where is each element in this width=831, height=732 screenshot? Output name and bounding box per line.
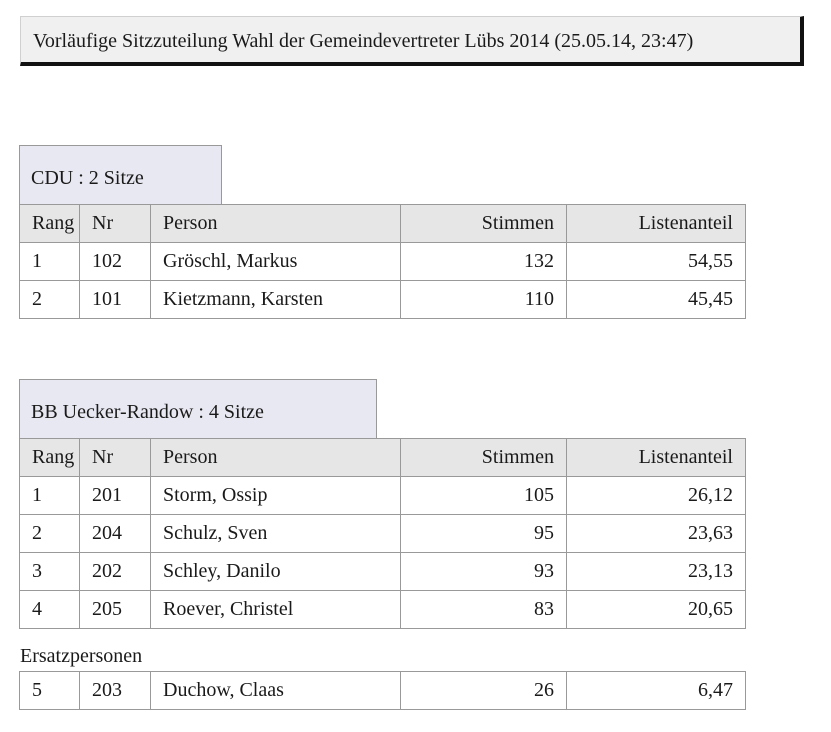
cell-stimmen: 83 bbox=[401, 591, 567, 629]
cell-person: Schulz, Sven bbox=[151, 515, 401, 553]
cell-person: Storm, Ossip bbox=[151, 477, 401, 515]
cell-person: Duchow, Claas bbox=[151, 672, 401, 710]
cell-nr: 204 bbox=[80, 515, 151, 553]
party-label-cdu: CDU : 2 Sitze bbox=[19, 145, 222, 205]
cell-nr: 102 bbox=[80, 243, 151, 281]
col-header-rang: Rang bbox=[20, 439, 80, 477]
page-title: Vorläufige Sitzzuteilung Wahl der Gemeindevertreter Lübs 2014 (25.05.14, 23:47) bbox=[20, 16, 804, 66]
cell-rang: 2 bbox=[20, 515, 80, 553]
cell-nr: 101 bbox=[80, 281, 151, 319]
col-header-stimmen: Stimmen bbox=[401, 439, 567, 477]
cell-nr: 203 bbox=[80, 672, 151, 710]
table-row bbox=[20, 672, 746, 710]
cell-rang: 5 bbox=[20, 672, 80, 710]
table-row bbox=[20, 515, 746, 553]
cell-stimmen: 93 bbox=[401, 553, 567, 591]
cell-listenanteil: 26,12 bbox=[567, 477, 746, 515]
table-row bbox=[20, 553, 746, 591]
cell-nr: 201 bbox=[80, 477, 151, 515]
cell-nr: 202 bbox=[80, 553, 151, 591]
cell-person: Gröschl, Markus bbox=[151, 243, 401, 281]
cell-person: Schley, Danilo bbox=[151, 553, 401, 591]
ersatzpersonen-heading: Ersatzpersonen bbox=[20, 645, 143, 667]
cell-rang: 1 bbox=[20, 477, 80, 515]
cell-nr: 205 bbox=[80, 591, 151, 629]
table-row bbox=[20, 281, 746, 319]
cell-rang: 3 bbox=[20, 553, 80, 591]
seat-table-ersatz bbox=[19, 671, 746, 710]
col-header-person: Person bbox=[151, 205, 401, 243]
cell-listenanteil: 20,65 bbox=[567, 591, 746, 629]
cell-rang: 1 bbox=[20, 243, 80, 281]
col-header-nr: Nr bbox=[80, 439, 151, 477]
cell-rang: 4 bbox=[20, 591, 80, 629]
cell-listenanteil: 45,45 bbox=[567, 281, 746, 319]
table-header-row bbox=[20, 439, 746, 477]
cell-stimmen: 95 bbox=[401, 515, 567, 553]
cell-listenanteil: 6,47 bbox=[567, 672, 746, 710]
cell-rang: 2 bbox=[20, 281, 80, 319]
col-header-person: Person bbox=[151, 439, 401, 477]
col-header-rang: Rang bbox=[20, 205, 80, 243]
cell-listenanteil: 23,13 bbox=[567, 553, 746, 591]
cell-listenanteil: 23,63 bbox=[567, 515, 746, 553]
cell-stimmen: 26 bbox=[401, 672, 567, 710]
col-header-listenanteil: Listenanteil bbox=[567, 439, 746, 477]
col-header-listenanteil: Listenanteil bbox=[567, 205, 746, 243]
table-header-row bbox=[20, 205, 746, 243]
col-header-nr: Nr bbox=[80, 205, 151, 243]
cell-listenanteil: 54,55 bbox=[567, 243, 746, 281]
cell-stimmen: 110 bbox=[401, 281, 567, 319]
table-row bbox=[20, 591, 746, 629]
seat-table-bb-uecker-randow bbox=[19, 438, 746, 629]
table-row bbox=[20, 477, 746, 515]
party-label-bb-uecker-randow: BB Uecker-Randow : 4 Sitze bbox=[19, 379, 377, 439]
seat-table-cdu bbox=[19, 204, 746, 319]
cell-person: Kietzmann, Karsten bbox=[151, 281, 401, 319]
table-row bbox=[20, 243, 746, 281]
col-header-stimmen: Stimmen bbox=[401, 205, 567, 243]
cell-person: Roever, Christel bbox=[151, 591, 401, 629]
cell-stimmen: 105 bbox=[401, 477, 567, 515]
cell-stimmen: 132 bbox=[401, 243, 567, 281]
